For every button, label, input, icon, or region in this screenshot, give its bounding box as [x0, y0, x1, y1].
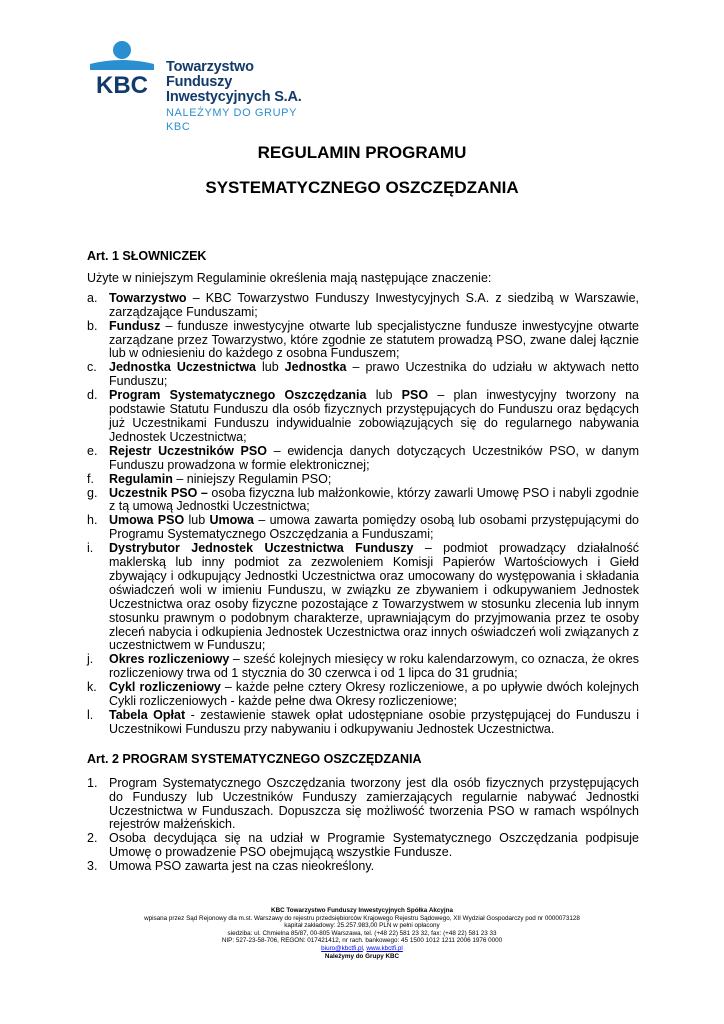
kbc-logo-icon [86, 40, 158, 100]
art1-intro: Użyte w niniejszym Regulaminie określenia mają następujące znaczenie: [87, 270, 492, 285]
art2-list [87, 777, 639, 874]
definition-term: Program Systematycznego Oszczędzania [109, 388, 367, 403]
definition-marker: a. [87, 290, 98, 305]
definition-text: – sześć kolejnych miesięcy w roku kalendarzowym, co oznacza, że okres rozliczeniowy trwa od 1 stycznia do 30 czerwca i od 1 lipca do 31 grudnia; [109, 652, 639, 681]
document-title-line1: REGULAMIN PROGRAMU [257, 143, 467, 162]
definition-item [87, 487, 639, 515]
document-title-line2: SYSTEMATYCZNEGO OSZCZĘDZANIA [205, 178, 519, 197]
art2-item-marker: 1. [87, 775, 98, 790]
art2-item [87, 860, 639, 874]
footer-company: KBC Towarzystwo Funduszy Inwestycyjnych Spółka Akcyjna [271, 907, 453, 914]
definition-marker: e. [87, 443, 98, 458]
definition-item [87, 681, 639, 709]
company-tagline: NALEŻYMY DO GRUPY KBC [166, 107, 297, 133]
definition-marker: g. [87, 485, 98, 500]
definition-text: - zestawienie stawek opłat udostępniane osobie przystępującej do Funduszu i Uczestnikowi Funduszu przy nabywaniu i odkupywaniu Jednostek Uczestnictwa. [109, 708, 640, 736]
definition-text: – niniejszy Regulamin PSO; [172, 471, 332, 486]
definition-item [87, 709, 639, 737]
definition-marker: d. [87, 388, 98, 403]
company-name-line1: Towarzystwo Funduszy [166, 59, 254, 90]
definition-term: Dystrybutor Jednostek Uczestnictwa Funduszy [109, 541, 414, 556]
footer-tax-info: NIP: 527-23-58-706, REGON: 017421412, nr rach. bankowego: 45 1500 1012 1211 2006 1976 0000 [221, 937, 503, 945]
definition-marker: i. [87, 541, 94, 556]
art2-item-marker: 3. [87, 859, 98, 874]
footer-capital: kapitał zakładowy: 25.257.983,00 PLN w pełni opłacony [284, 922, 440, 930]
definition-text: – każde pełne cztery Okresy rozliczeniowe, a po upływie dwóch kolejnych Cykli rozliczeniowych - każde pełne dwa Okresy rozliczeniowe; [109, 680, 639, 709]
logo-mark-text: KBC [96, 72, 148, 99]
definition-term-alt: PSO [401, 388, 429, 403]
page-footer [0, 907, 724, 960]
definition-term: Jednostka Uczestnictwa [109, 360, 257, 375]
definition-text: – umowa zawarta pomiędzy osobą lub osobami przystępującymi do Programu Systematycznego Oszczędzania a Funduszami; [109, 513, 639, 542]
definition-connector: lub [366, 388, 402, 403]
art2-item-marker: 2. [87, 831, 98, 846]
definition-item [87, 542, 639, 653]
art2-item [87, 777, 639, 833]
art2-item-text: Umowa PSO zawarta jest na czas nieokreślony. [109, 859, 375, 874]
art1-heading: Art. 1 SŁOWNICZEK [87, 249, 207, 263]
definition-term: Okres rozliczeniowy [109, 652, 230, 667]
definition-marker: c. [87, 360, 97, 375]
definition-marker: k. [87, 680, 97, 695]
art2-item-text: Osoba decydująca się na udział w Programie Systematycznego Oszczędzania podpisuje Umowę o prowadzenie PSO obejmującą wszystkie Fundusze. [109, 831, 639, 860]
footer-address: siedziba: ul. Chmielna 85/87, 00-805 Warszawa, tel. (+48 22) 581 23 32, fax: (+48 22) 581 23 33 [227, 929, 497, 937]
definition-text: – ewidencja danych dotyczących Uczestników PSO, w danym Funduszu prowadzona w formie elektronicznej; [109, 443, 639, 472]
definition-term: Towarzystwo [109, 290, 187, 305]
logo-text [166, 60, 306, 134]
definition-term: Tabela Opłat [109, 708, 186, 722]
art2-heading: Art. 2 PROGRAM SYSTEMATYCZNEGO OSZCZĘDZANIA [87, 751, 422, 766]
definition-item [87, 445, 639, 473]
definitions-list [87, 292, 639, 737]
definition-text: – fundusze inwestycyjne otwarte lub specjalistyczne fundusze inwestycyjne otwarte zarządzane przez Towarzystwo, które zgodnie ze statutem prowadzą PSO, zwane dalej łącznie lub w odniesieniu do każdego z osobna Funduszem; [109, 318, 639, 361]
definition-marker: l. [87, 708, 94, 722]
footer-contacts [0, 945, 724, 953]
definition-term: Regulamin [109, 471, 173, 486]
footer-website-link[interactable]: www.kbctfi.pl [366, 944, 403, 952]
definition-term-alt: Jednostka [284, 360, 347, 375]
art2-item-text: Program Systematycznego Oszczędzania tworzony jest dla osób fizycznych przystępujących do Funduszy lub Uczestników Funduszy zamierzających regularnie nabywać Jednostki Uczestnictwa w Funduszach. Dopuszcza się możliwość tworzenia PSO w ramach wspólnych rejestrów małżeńskich. [109, 775, 639, 832]
art2-item [87, 832, 639, 860]
footer-group: Należymy do Grupy KBC [324, 952, 400, 960]
definition-text: – plan inwestycyjny tworzony na podstawie Statutu Funduszu dla osób fizycznych przystępujących do Funduszu oraz będących już Uczestnikami Funduszu indywidualnie zobowiązujących się do regularnego nabywania Jednostek Uczestnictwa; [109, 388, 639, 444]
definition-text: – podmiot prowadzący działalność maklerską lub inny podmiot za zezwoleniem Komisji Papierów Wartościowych i Giełd zbywający i odkupujący Jednostki Uczestnictwa oraz umocowany do występowania i składania oświadczeń woli w imieniu Funduszu, w związku ze zbywaniem i odkupywaniem Jednostek Uczestnictwa oraz osoby fizyczne pozostające z Towarzystwem w stosunku zlecenia lub innym stosunku prawnym o podobnym charakterze, uprawniającym do przyjmowania przez te osoby zleceń nabycia i odkupienia Jednostek Uczestnictwa oraz innych oświadczeń woli związanych z uczestnictwem w Funduszu; [109, 541, 639, 653]
definition-item [87, 320, 639, 362]
definition-text: – prawo Uczestnika do udziału w aktywach netto Funduszu; [109, 360, 639, 389]
definition-item [87, 653, 639, 681]
definition-item [87, 473, 639, 487]
definition-connector: lub [184, 513, 210, 528]
definition-item [87, 389, 639, 445]
footer-registration: wpisana przez Sąd Rejonowy dla m.st. Warszawy do rejestru przedsiębiorców Krajowego Rejestru Sądowego, XII Wydział Gospodarczy pod nr 0000073128 [144, 914, 580, 922]
definition-marker: f. [87, 471, 94, 486]
definition-marker: h. [87, 513, 98, 528]
definition-term: Fundusz [109, 318, 161, 333]
definition-connector: lub [256, 360, 285, 375]
definition-term-alt: Umowa [209, 513, 254, 528]
company-logo [86, 40, 306, 133]
art2-section [87, 753, 639, 874]
footer-contact-separator: , [362, 944, 367, 952]
definition-term: Cykl rozliczeniowy [109, 680, 221, 695]
definition-term: Rejestr Uczestników PSO [109, 443, 267, 458]
company-name-line2: Inwestycyjnych S.A. [166, 89, 302, 105]
definition-marker: b. [87, 318, 98, 333]
document-body [87, 250, 639, 874]
definition-text: osoba fizyczna lub małżonkowie, którzy zawarli Umowę PSO i nabyli zgodnie z tą umową Jednostki Uczestnictwa; [109, 485, 639, 514]
footer-email-link[interactable]: biuro@kbctfi.pl [321, 944, 363, 952]
definition-item [87, 361, 639, 389]
definition-text: – KBC Towarzystwo Funduszy Inwestycyjnych S.A. z siedzibą w Warszawie, zarządzające Funduszami; [109, 290, 639, 319]
definition-term: Umowa PSO [109, 513, 185, 528]
definition-item [87, 292, 639, 320]
definition-term: Uczestnik PSO – [109, 485, 208, 500]
definition-marker: j. [87, 652, 94, 667]
definition-item [87, 514, 639, 542]
